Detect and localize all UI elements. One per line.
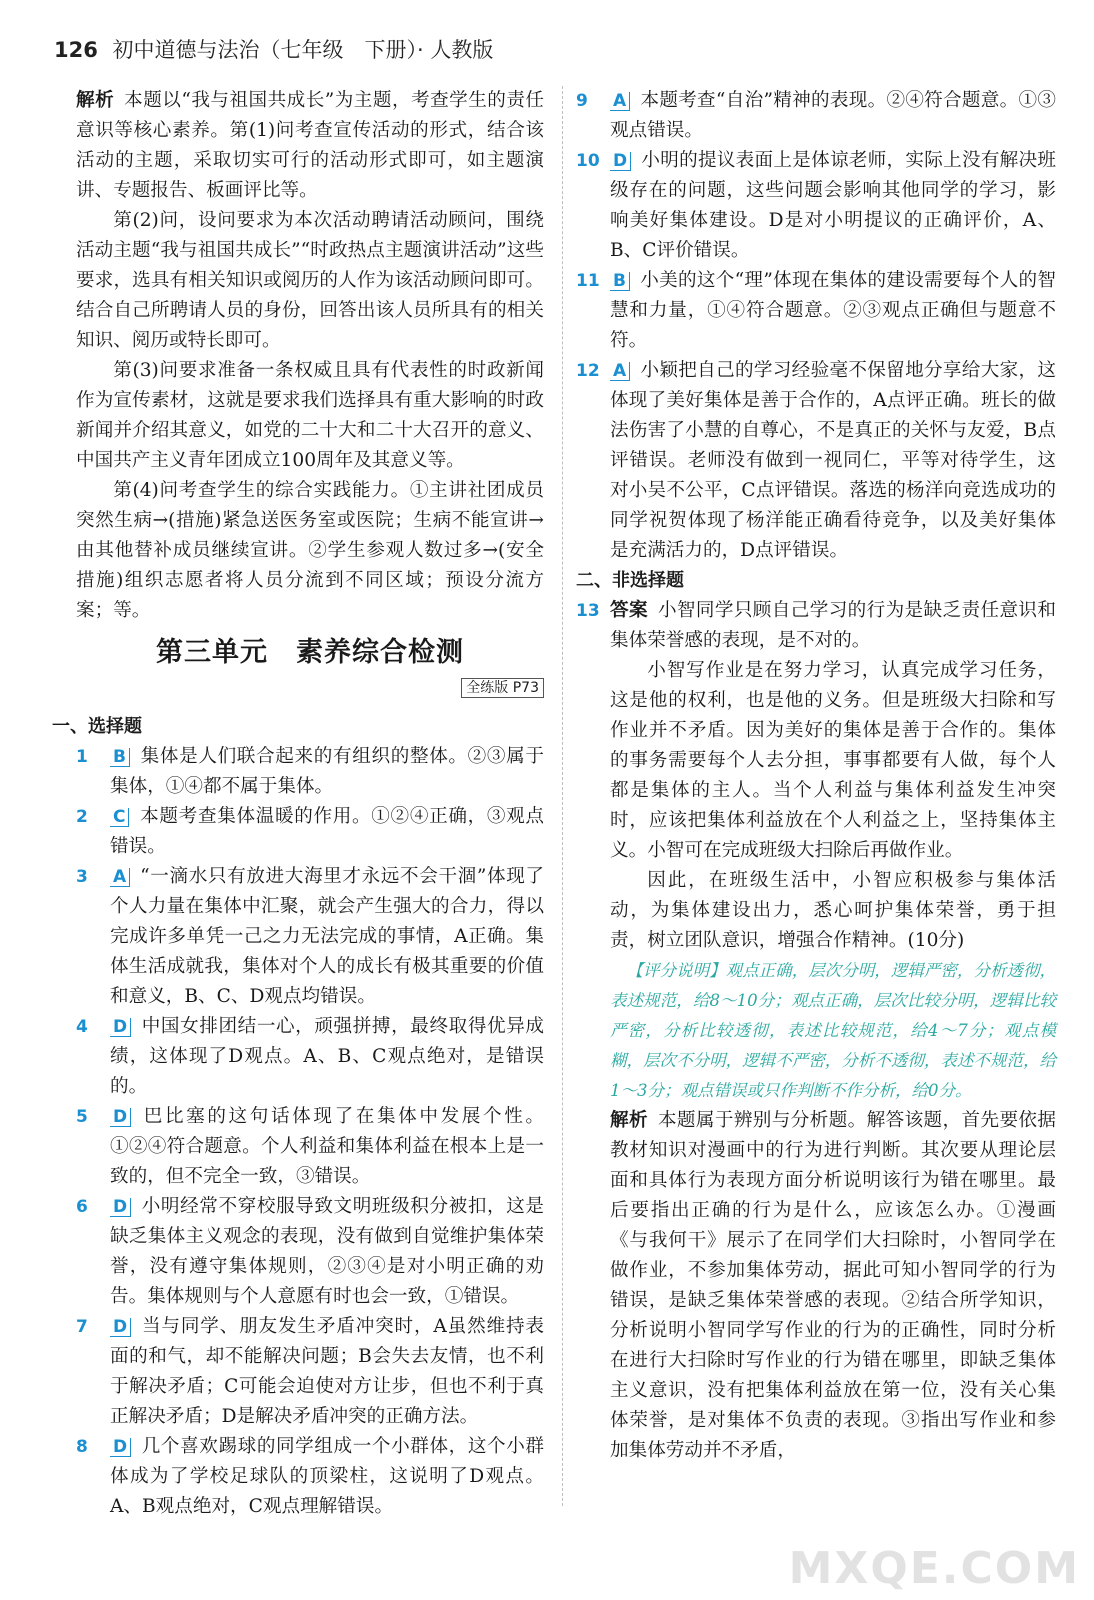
answer-choice: B [110, 748, 130, 767]
answer-choice: A [610, 92, 630, 111]
question-explanation: “一滴水只有放进大海里才永远不会干涸”体现了个人力量在集体中汇聚，就会产生强大的合力，得以完成许多单凭一己之力无法完成的事情，A正确。集体生活成就我，集体对个人的成长有极其重要的价值和意义，B、C、D观点均错误。 [110, 866, 544, 1007]
analysis-label: 解析 [76, 90, 115, 111]
question-number: 10 [576, 151, 600, 171]
question-number: 7 [76, 1317, 88, 1337]
unit-title: 第三单元 素养综合检测 [156, 637, 464, 668]
question-explanation: 集体是人们联合起来的有组织的整体。②③属于集体，①④都不属于集体。 [110, 746, 544, 797]
question-number: 12 [576, 361, 600, 381]
question-explanation: 本题考查“自治”精神的表现。②④符合题意。①③观点错误。 [610, 90, 1056, 141]
question-number: 5 [76, 1107, 88, 1127]
question-item [76, 1102, 544, 1192]
left-column [52, 86, 544, 1522]
analysis-paragraph: 第(4)问考查学生的综合实践能力。①主讲社团成员突然生病→(措施)紧急送医务室或医院；生病不能宣讲→由其他替补成员继续宣讲。②学生参观人数过多→(安全措施)组织志愿者将人员分流到不同区域；预设分流方案；等。 [76, 480, 544, 621]
column-divider [562, 86, 563, 1506]
question-item [576, 146, 1056, 266]
question-explanation: 小颖把自己的学习经验毫不保留地分享给大家，这体现了美好集体是善于合作的，A点评正确。班长的做法伤害了小慧的自尊心，不是真正的关怀与友爱，B点评错误。老师没有做到一视同仁，平等对待学生，这对小吴不公平，C点评错误。落选的杨洋向竞选成功的同学祝贺体现了杨洋能正确看待竞争，以及美好集体是充满活力的，D点评错误。 [610, 360, 1056, 561]
answer-paragraph: 因此，在班级生活中，小智应积极参与集体活动，为集体建设出力，悉心呵护集体荣誉，勇于担责，树立团队意识，增强合作精神。(10分) [610, 870, 1056, 951]
answer-choice: D [110, 1198, 131, 1217]
question-explanation: 巴比塞的这句话体现了在集体中发展个性。①②④符合题意。个人利益和集体利益在根本上是一致的，但不完全一致，③错误。 [110, 1106, 544, 1187]
question-number: 13 [576, 601, 600, 621]
analysis-paragraph: 第(3)问要求准备一条权威且具有代表性的时政新闻作为宣传素材，这就是要求我们选择具有重大影响的时政新闻并介绍其意义，如党的二十大和二十大召开的意义、中国共产主义青年团成立100周年及其意义等。 [76, 360, 544, 471]
question-item [576, 356, 1056, 566]
question-number: 8 [76, 1437, 88, 1457]
question-number: 1 [76, 747, 88, 767]
question-number: 9 [576, 91, 588, 111]
question-item [76, 802, 544, 862]
right-column [576, 86, 1056, 1466]
answer-choice: D [110, 1318, 131, 1337]
question-item [76, 742, 544, 802]
answer-label: 答案 [610, 600, 648, 621]
reference-tag: 全练版 P73 [461, 678, 544, 698]
answer-choice: A [110, 868, 130, 887]
book-title: 初中道德与法治（七年级 下册）· 人教版 [112, 38, 494, 62]
question-number: 6 [76, 1197, 88, 1217]
question-item [576, 266, 1056, 356]
question-explanation: 中国女排团结一心，顽强拼搏，最终取得优异成绩，这体现了D观点。A、B、C观点绝对，是错误的。 [110, 1016, 544, 1097]
question-item [76, 1192, 544, 1312]
analysis-paragraph: 第(2)问，设问要求为本次活动聘请活动顾问，围绕活动主题“我与祖国共成长”“时政热点主题演讲活动”这些要求，选具有相关知识或阅历的人作为该活动顾问即可。结合自己所聘请人员的身份，回答出该人员所具有的相关知识、阅历或特长即可。 [76, 210, 544, 351]
answer-choice: D [110, 1108, 131, 1127]
question-explanation: 小明的提议表面上是体谅老师，实际上没有解决班级存在的问题，这些问题会影响其他同学的学习，影响美好集体建设。D是对小明提议的正确评价，A、B、C评价错误。 [610, 150, 1056, 261]
question-item [576, 86, 1056, 146]
question-explanation: 当与同学、朋友发生矛盾冲突时，A虽然维持表面的和气，却不能解决问题；B会失去友情，也不利于解决矛盾；C可能会迫使对方让步，但也不利于真正解决矛盾；D是解决矛盾冲突的正确方法。 [110, 1316, 544, 1427]
question-number: 4 [76, 1017, 88, 1037]
answer-choice: C [110, 808, 129, 827]
question-item [76, 1432, 544, 1522]
question-explanation: 几个喜欢踢球的同学组成一个小群体，这个小群体成为了学校足球队的顶梁柱，这说明了D观点。A、B观点绝对，C观点理解错误。 [110, 1436, 544, 1517]
question-item [76, 862, 544, 1012]
question-explanation: 小明经常不穿校服导致文明班级积分被扣，这是缺乏集体主义观念的表现，没有做到自觉维护集体荣誉，没有遵守集体规则，②③④是对小明正确的劝告。集体规则与个人意愿有时也会一致，①错误。 [110, 1196, 544, 1307]
answer-text: 小智同学只顾自己学习的行为是缺乏责任意识和集体荣誉感的表现，是不对的。 [610, 600, 1056, 651]
section-title: 一、选择题 [52, 716, 142, 737]
analysis-paragraph: 解析 本题以“我与祖国共成长”为主题，考查学生的责任意识等核心素养。第(1)问考查宣传活动的形式，结合该活动的主题，采取切实可行的活动形式即可，如主题演讲、专题报告、板画评比等。 [76, 90, 544, 201]
analysis-label: 解析 [610, 1110, 648, 1131]
answer-paragraph: 小智写作业是在努力学习，认真完成学习任务，这是他的权利，也是他的义务。但是班级大扫除和写作业并不矛盾。因为美好的集体是善于合作的。集体的事务需要每个人去分担，事事都要有人做，每个人都是集体的主人。当个人利益与集体利益发生冲突时，应该把集体利益放在个人利益之上，坚持集体主义。小智可在完成班级大扫除后再做作业。 [610, 660, 1056, 861]
answer-choice: B [610, 272, 630, 291]
section-title: 二、非选择题 [576, 570, 684, 591]
question-explanation: 小美的这个“理”体现在集体的建设需要每个人的智慧和力量，①④符合题意。②③观点正确但与题意不符。 [610, 270, 1056, 351]
analysis-paragraph: 解析 本题属于辨别与分析题。解答该题，首先要依据教材知识对漫画中的行为进行判断。其次要从理论层面和具体行为表现方面分析说明该行为错在哪里。最后要指出正确的行为是什么，应该怎么办。①漫画《与我何干》展示了在同学们大扫除时，小智同学在做作业，不参加集体劳动，据此可知小智同学的行为错误，是缺乏集体荣誉感的表现。②结合所学知识，分析说明小智同学写作业的行为的正确性，同时分析在进行大扫除时写作业的行为错在哪里，即缺乏集体主义意识，没有把集体利益放在第一位，没有关心集体荣誉，是对集体不负责的表现。③指出写作业和参加集体劳动并不矛盾， [610, 1110, 1056, 1461]
page-number: 126 [54, 38, 98, 62]
answer-choice: D [110, 1018, 131, 1037]
question-number: 2 [76, 807, 88, 827]
answer-choice: A [610, 362, 630, 381]
question-number: 11 [576, 271, 600, 291]
scoring-note: 【评分说明】观点正确，层次分明，逻辑严密，分析透彻，表述规范，给8～10分；观点正确，层次比较分明，逻辑比较严密，分析比较透彻，表述比较规范，给4～7分；观点模糊，层次不分明，逻辑不严密，分析不透彻，表述不规范，给1～3分；观点错误或只作判断不作分析，给0分。 [610, 961, 1056, 1100]
page-header [54, 34, 493, 64]
question-explanation: 本题考查集体温暖的作用。①②④正确，③观点错误。 [110, 806, 544, 857]
question-item [76, 1012, 544, 1102]
question-number: 3 [76, 867, 88, 887]
watermark-logo: MXQE.COM [788, 1543, 1080, 1594]
answer-choice: D [110, 1438, 131, 1457]
answer-choice: D [610, 152, 631, 171]
question-item [76, 1312, 544, 1432]
question-item-13 [576, 596, 1056, 656]
